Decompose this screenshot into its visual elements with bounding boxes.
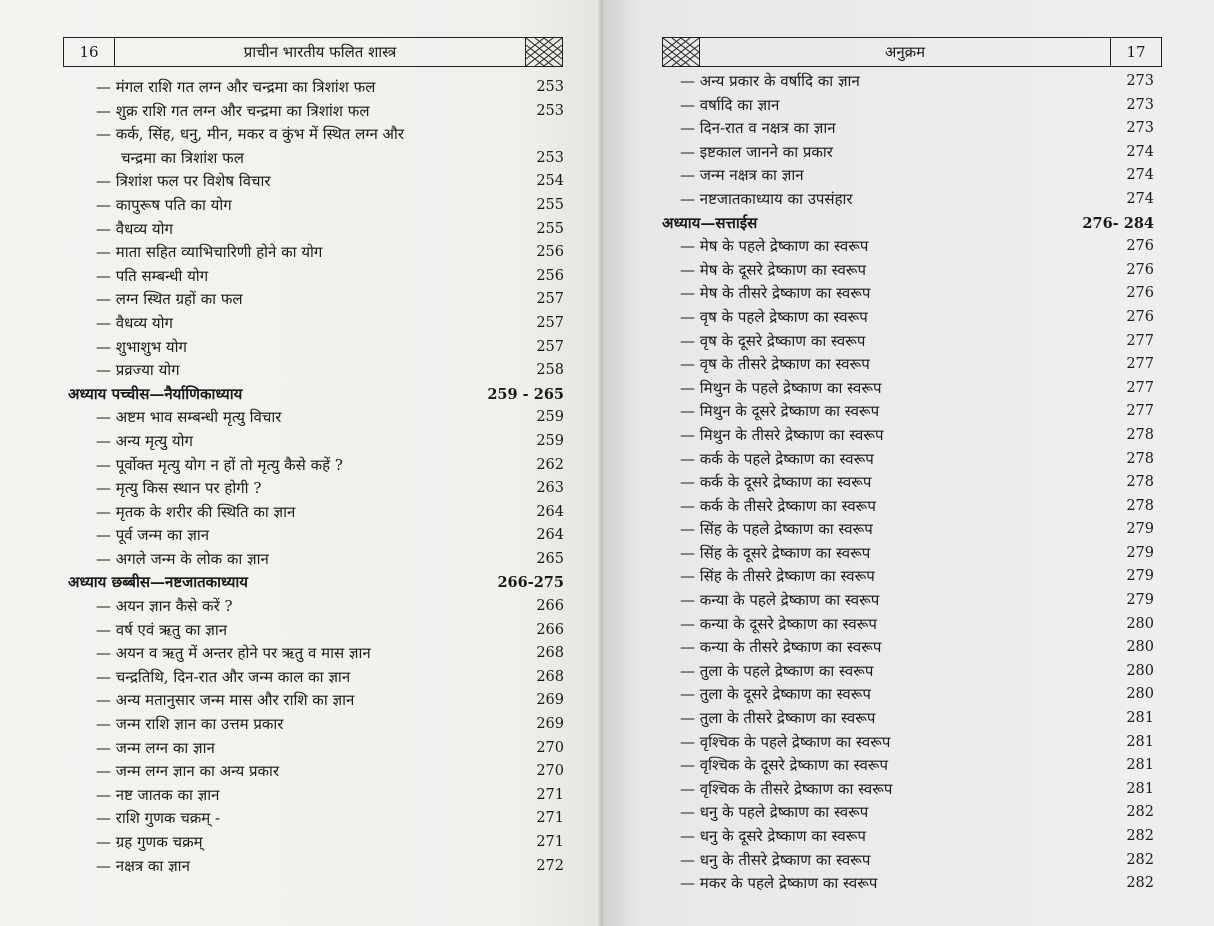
- crosshatch-ornament-icon: [525, 38, 562, 66]
- toc-entry: [88, 642, 564, 666]
- toc-entry: [88, 194, 564, 218]
- toc-entry-page: 279: [1126, 544, 1154, 561]
- toc-entry-title: — अन्य मतानुसार जन्म मास और राशि का ज्ञान: [96, 691, 355, 710]
- chapter-title: अध्याय पच्चीस—नैर्याणिकाध्याय: [68, 384, 243, 403]
- toc-entry-page: 276: [1126, 238, 1154, 255]
- toc-entry-title: — मिथुन के दूसरे द्रेष्काण का स्वरूप: [680, 402, 880, 421]
- toc-entry-page: 253: [536, 79, 564, 95]
- toc-entry-page: 258: [536, 362, 564, 379]
- toc-entry-page: 281: [1126, 757, 1154, 774]
- toc-entry-page: 255: [536, 220, 564, 237]
- toc-entry-title: — अन्य प्रकार के वर्षादि का ज्ञान: [680, 72, 860, 90]
- left-toc-list: [68, 76, 564, 878]
- toc-entry-title: — शुक्र राशि गत लग्न और चन्द्रमा का त्रिशांश फल: [96, 101, 370, 120]
- toc-entry-page: 274: [1126, 143, 1154, 160]
- toc-entry-page: 277: [1126, 403, 1154, 420]
- toc-entry-title: — शुभाशुभ योग: [96, 337, 187, 356]
- toc-entry: [88, 312, 564, 336]
- toc-entry-page: 254: [536, 173, 564, 190]
- toc-entry: [662, 117, 1154, 141]
- toc-entry-title: — राशि गुणक चक्रम् -: [96, 809, 221, 828]
- toc-entry-page: 255: [536, 196, 564, 213]
- toc-entry-title: — वृश्चिक के पहले द्रेष्काण का स्वरूप: [680, 732, 891, 751]
- toc-entry-page: 278: [1126, 426, 1154, 443]
- toc-entry: [88, 760, 564, 784]
- toc-entry: [662, 801, 1154, 825]
- toc-entry-page: 277: [1126, 379, 1154, 396]
- toc-entry: [662, 542, 1154, 566]
- toc-entry-title: — प्रव्रज्या योग: [96, 361, 180, 380]
- toc-entry: [662, 849, 1154, 873]
- toc-entry-title: — मृतक के शरीर की स्थिति का ज्ञान: [96, 502, 296, 521]
- toc-entry-title: — अगले जन्म के लोक का ज्ञान: [96, 549, 269, 568]
- toc-entry: [662, 731, 1154, 755]
- toc-entry: [662, 565, 1154, 589]
- toc-entry-page: 282: [1126, 828, 1154, 844]
- toc-entry: [662, 636, 1154, 660]
- toc-entry-page: 257: [536, 291, 564, 308]
- toc-entry: [88, 855, 564, 879]
- toc-entry-title: — सिंह के पहले द्रेष्काण का स्वरूप: [680, 520, 873, 539]
- toc-entry-page: 282: [1126, 851, 1154, 868]
- toc-entry: [662, 683, 1154, 707]
- toc-entry-title: — धनु के पहले द्रेष्काण का स्वरूप: [680, 803, 869, 822]
- toc-entry-title: — लग्न स्थित ग्रहों का फल: [96, 290, 243, 309]
- toc-entry-title: — पूर्वोक्त मृत्यु योग न हों तो मृत्यु कैसे कहें ?: [96, 455, 343, 474]
- toc-entry-page: 280: [1126, 662, 1154, 679]
- toc-entry-title: — वर्षादि का ज्ञान: [680, 95, 780, 114]
- toc-entry-page: 281: [1126, 710, 1154, 727]
- toc-entry: [88, 430, 564, 454]
- toc-entry-title: — जन्म लग्न का ज्ञान: [96, 738, 215, 757]
- toc-entry: [662, 353, 1154, 377]
- toc-entry-page: 269: [536, 716, 564, 733]
- toc-entry-title: — मिथुन के पहले द्रेष्काण का स्वरूप: [680, 378, 882, 397]
- chapter-heading: [68, 383, 564, 407]
- toc-entry-title: — दिन-रात व नक्षत्र का ज्ञान: [680, 119, 836, 138]
- toc-entry-title: — नष्ट जातक का ज्ञान: [96, 785, 220, 804]
- toc-entry-page: 268: [536, 668, 564, 685]
- toc-entry: [88, 477, 564, 501]
- toc-entry-page: 280: [1126, 615, 1154, 632]
- toc-entry-title: — मेष के तीसरे द्रेष्काण का स्वरूप: [680, 284, 871, 303]
- toc-entry: [662, 306, 1154, 330]
- toc-entry-page: 269: [536, 692, 564, 709]
- toc-entry-page: 264: [536, 527, 564, 544]
- toc-entry-page: 259: [536, 432, 564, 449]
- toc-entry-page: 273: [1126, 73, 1154, 89]
- toc-entry: [88, 288, 564, 312]
- toc-entry: [88, 359, 564, 383]
- toc-entry-title: — ग्रह गुणक चक्रम्: [96, 833, 203, 851]
- toc-entry-title: — सिंह के दूसरे द्रेष्काण का स्वरूप: [680, 543, 871, 562]
- toc-entry: [662, 518, 1154, 542]
- toc-entry: [88, 100, 564, 124]
- toc-entry: [662, 188, 1154, 212]
- toc-entry: [662, 259, 1154, 283]
- toc-entry-title: — मकर के पहले द्रेष्काण का स्वरूप: [680, 874, 878, 893]
- toc-entry-page: 253: [536, 149, 564, 166]
- toc-entry-page: 257: [536, 338, 564, 355]
- toc-entry: [88, 524, 564, 548]
- toc-entry-title: — नक्षत्र का ज्ञान: [96, 856, 190, 875]
- toc-entry-page: 281: [1126, 780, 1154, 797]
- toc-entry: [662, 400, 1154, 424]
- toc-entry-page: 265: [536, 550, 564, 567]
- toc-entry: [662, 589, 1154, 613]
- toc-entry-page: 279: [1126, 592, 1154, 609]
- toc-entry-page: 277: [1126, 356, 1154, 373]
- toc-entry-page: 274: [1126, 167, 1154, 184]
- right-toc-list: [662, 70, 1154, 896]
- toc-entry-page: 278: [1126, 497, 1154, 514]
- toc-entry-title: — त्रिशांश फल पर विशेष विचार: [96, 172, 271, 191]
- toc-entry-page: 271: [536, 810, 564, 827]
- toc-entry: [88, 241, 564, 265]
- toc-entry-title: — कर्क के तीसरे द्रेष्काण का स्वरूप: [680, 496, 876, 515]
- toc-entry-title: — मिथुन के तीसरे द्रेष्काण का स्वरूप: [680, 425, 884, 444]
- toc-entry: [662, 471, 1154, 495]
- toc-entry-title: — जन्म नक्षत्र का ज्ञान: [680, 166, 804, 185]
- toc-entry-page: 253: [536, 102, 564, 119]
- toc-entry: [662, 377, 1154, 401]
- toc-entry: [88, 170, 564, 194]
- toc-entry: [88, 619, 564, 643]
- toc-entry-title: — अयन व ऋतु में अन्तर होने पर ऋतु व मास ज्ञान: [96, 644, 371, 663]
- toc-entry-title: — मंगल राशि गत लग्न और चन्द्रमा का त्रिशांश फल: [96, 78, 376, 96]
- toc-entry-title: — मेष के पहले द्रेष्काण का स्वरूप: [680, 237, 869, 256]
- toc-entry-page: 279: [1126, 568, 1154, 585]
- toc-entry: [88, 336, 564, 360]
- toc-entry-page: 280: [1126, 686, 1154, 703]
- left-page-header-title: प्राचीन भारतीय फलित शास्त्र: [243, 43, 397, 61]
- toc-entry: [662, 660, 1154, 684]
- toc-entry-page: 278: [1126, 474, 1154, 491]
- toc-entry-title: — कर्क, सिंह, धनु, मीन, मकर व कुंभ में स्थित लग्न और: [96, 125, 405, 144]
- toc-entry-page: 272: [536, 857, 564, 874]
- toc-entry-title: — वृष के पहले द्रेष्काण का स्वरूप: [680, 307, 868, 326]
- toc-entry-title: — वृश्चिक के दूसरे द्रेष्काण का स्वरूप: [680, 756, 888, 775]
- toc-entry: [662, 330, 1154, 354]
- left-page: [0, 0, 603, 926]
- toc-entry-page: 279: [1126, 521, 1154, 538]
- toc-entry: [88, 218, 564, 242]
- toc-entry-title: — तुला के दूसरे द्रेष्काण का स्वरूप: [680, 685, 871, 704]
- toc-entry: [662, 872, 1154, 896]
- toc-entry-title: — माता सहित व्याभिचारिणी होने का योग: [96, 243, 323, 262]
- toc-entry-page: 281: [1126, 733, 1154, 750]
- toc-entry-page: 276: [1126, 261, 1154, 278]
- toc-entry: [88, 548, 564, 572]
- toc-entry: [662, 495, 1154, 519]
- toc-entry-title: — जन्म राशि ज्ञान का उत्तम प्रकार: [96, 715, 284, 734]
- toc-entry: [88, 666, 564, 690]
- toc-entry: [662, 424, 1154, 448]
- toc-entry-title: — कर्क के दूसरे द्रेष्काण का स्वरूप: [680, 473, 872, 492]
- toc-entry: [662, 164, 1154, 188]
- toc-entry: [662, 825, 1154, 849]
- toc-entry: [88, 406, 564, 430]
- toc-entry-title: — धनु के तीसरे द्रेष्काण का स्वरूप: [680, 850, 871, 869]
- toc-entry-title: — तुला के तीसरे द्रेष्काण का स्वरूप: [680, 709, 876, 728]
- toc-entry-page: 280: [1126, 639, 1154, 656]
- toc-entry-title: — तुला के पहले द्रेष्काण का स्वरूप: [680, 661, 874, 680]
- chapter-heading: [68, 571, 564, 595]
- right-page-header-title: अनुक्रम: [884, 43, 926, 61]
- toc-entry-title: — इष्टकाल जानने का प्रकार: [680, 142, 833, 161]
- toc-entry-page: 276: [1126, 308, 1154, 325]
- toc-entry: [88, 737, 564, 761]
- toc-entry: [88, 689, 564, 713]
- toc-entry-page: 277: [1126, 332, 1154, 349]
- chapter-page-range: 276- 284: [1082, 214, 1154, 232]
- toc-entry-title: — सिंह के तीसरे द्रेष्काण का स्वरूप: [680, 567, 875, 586]
- toc-entry-title: — अयन ज्ञान कैसे करें ?: [96, 597, 233, 616]
- toc-entry: [662, 235, 1154, 259]
- toc-entry-title: — जन्म लग्न ज्ञान का अन्य प्रकार: [96, 762, 280, 781]
- toc-entry-title: — मृत्यु किस स्थान पर होगी ?: [96, 479, 262, 498]
- toc-entry: [88, 807, 564, 831]
- toc-entry-page: 271: [536, 786, 564, 803]
- toc-entry-title: — अन्य मृत्यु योग: [96, 431, 193, 450]
- toc-entry-page: 274: [1126, 190, 1154, 207]
- toc-entry-title: — वैधव्य योग: [96, 219, 173, 238]
- toc-entry-title: — पति सम्बन्धी योग: [96, 266, 209, 285]
- toc-entry-page: 259: [536, 409, 564, 426]
- toc-entry: [662, 778, 1154, 802]
- chapter-page-range: 259 - 265: [487, 385, 564, 403]
- chapter-heading: [662, 212, 1154, 236]
- toc-entry-title: — मेष के दूसरे द्रेष्काण का स्वरूप: [680, 260, 866, 279]
- left-page-number: 16: [64, 38, 115, 66]
- toc-entry: [662, 141, 1154, 165]
- toc-entry-title: — धनु के दूसरे द्रेष्काण का स्वरूप: [680, 827, 866, 845]
- chapter-page-range: 266-275: [497, 574, 564, 592]
- toc-entry: [662, 282, 1154, 306]
- toc-entry-title: — कन्या के तीसरे द्रेष्काण का स्वरूप: [680, 638, 882, 657]
- toc-entry-page: 257: [536, 314, 564, 331]
- toc-entry: [88, 831, 564, 855]
- toc-entry-page: 270: [536, 739, 564, 756]
- crosshatch-ornament-icon: [663, 38, 700, 66]
- toc-entry: [662, 70, 1154, 94]
- right-page-header: [662, 37, 1162, 67]
- toc-entry-page: 271: [536, 834, 564, 850]
- toc-entry-page: 270: [536, 763, 564, 780]
- toc-entry-page: 278: [1126, 450, 1154, 467]
- toc-entry-title: — कापुरूष पति का योग: [96, 195, 232, 214]
- toc-entry: [88, 76, 564, 100]
- toc-entry-title: — वृश्चिक के तीसरे द्रेष्काण का स्वरूप: [680, 779, 893, 798]
- toc-entry: [88, 501, 564, 525]
- toc-entry-page: 256: [536, 244, 564, 261]
- toc-entry-title: — कन्या के पहले द्रेष्काण का स्वरूप: [680, 591, 880, 610]
- toc-entry: [88, 454, 564, 478]
- toc-entry-page: 262: [536, 456, 564, 473]
- chapter-title: अध्याय छब्बीस—नष्टजातकाध्याय: [68, 573, 248, 592]
- toc-entry: [662, 613, 1154, 637]
- toc-entry-page: 256: [536, 267, 564, 284]
- toc-entry: [88, 784, 564, 808]
- toc-entry-title-continued: चन्द्रमा का त्रिशांश फल: [121, 148, 244, 167]
- toc-entry: [662, 448, 1154, 472]
- toc-entry-title: — कन्या के दूसरे द्रेष्काण का स्वरूप: [680, 614, 877, 633]
- toc-entry-title: — अष्टम भाव सम्बन्धी मृत्यु विचार: [96, 408, 282, 427]
- toc-entry: [88, 713, 564, 737]
- toc-entry-title: — कर्क के पहले द्रेष्काण का स्वरूप: [680, 449, 874, 468]
- toc-entry: [88, 265, 564, 289]
- toc-entry-title: — वृष के दूसरे द्रेष्काण का स्वरूप: [680, 331, 866, 350]
- chapter-title: अध्याय—सत्ताईस: [662, 213, 758, 232]
- toc-entry-title: — नष्टजातकाध्याय का उपसंहार: [680, 189, 853, 208]
- toc-entry-page: 266: [536, 598, 564, 615]
- toc-entry-page: 268: [536, 645, 564, 662]
- left-page-header: [63, 37, 563, 67]
- toc-entry-page: 276: [1126, 285, 1154, 302]
- toc-entry-title: — चन्द्रतिथि, दिन-रात और जन्म काल का ज्ञान: [96, 667, 351, 686]
- toc-entry-page: 273: [1126, 96, 1154, 113]
- toc-entry: [662, 94, 1154, 118]
- toc-entry: [662, 754, 1154, 778]
- toc-entry-page: 282: [1126, 875, 1154, 892]
- right-page: [603, 0, 1214, 926]
- toc-entry-title: — वैधव्य योग: [96, 313, 173, 332]
- toc-entry-page: 282: [1126, 804, 1154, 821]
- toc-entry-title: — वृष के तीसरे द्रेष्काण का स्वरूप: [680, 355, 870, 374]
- toc-entry: [88, 123, 564, 170]
- toc-entry-title: — पूर्व जन्म का ज्ञान: [96, 526, 210, 545]
- toc-entry-page: 266: [536, 621, 564, 638]
- toc-entry-title: — वर्ष एवं ऋतु का ज्ञान: [96, 620, 228, 639]
- toc-entry-page: 273: [1126, 120, 1154, 137]
- toc-entry-page: 263: [536, 480, 564, 497]
- toc-entry-page: 264: [536, 503, 564, 520]
- toc-entry: [662, 707, 1154, 731]
- toc-entry: [88, 595, 564, 619]
- right-page-number: 17: [1110, 38, 1161, 66]
